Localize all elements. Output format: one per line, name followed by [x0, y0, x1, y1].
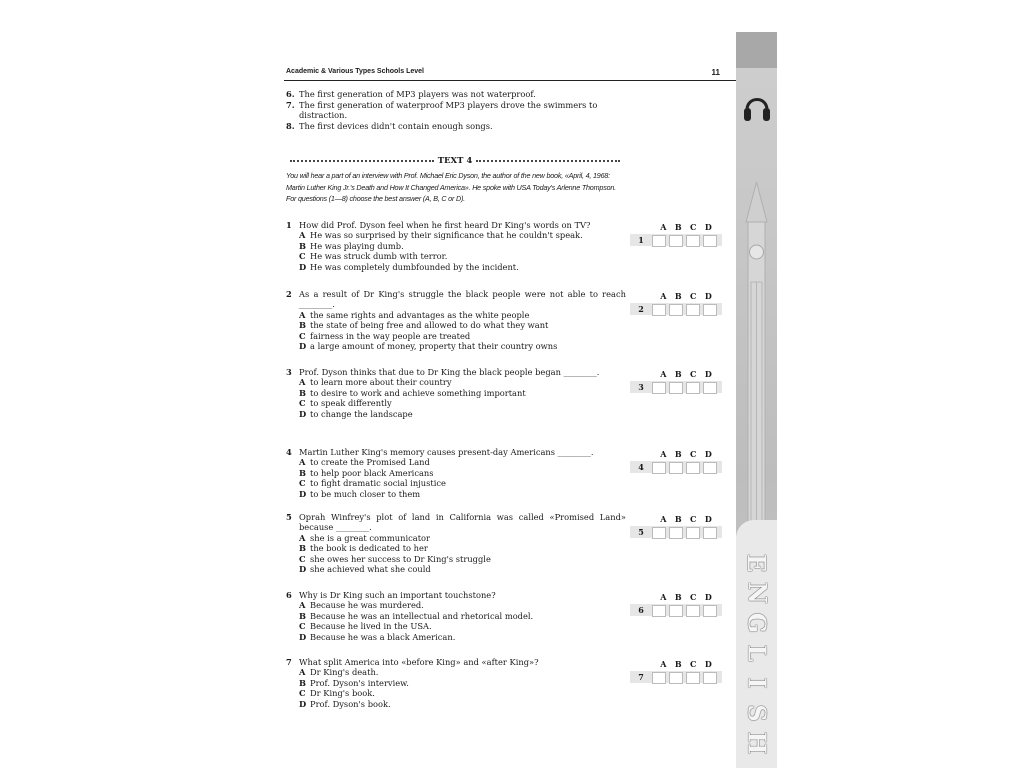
answer-checkbox[interactable] [686, 462, 700, 474]
answer-boxes [630, 526, 722, 538]
answer-option [286, 310, 626, 320]
answer-letter: C [690, 514, 697, 524]
side-tab-letter: H [742, 731, 772, 755]
answer-checkbox[interactable] [703, 382, 717, 394]
answer-letter: D [704, 222, 712, 232]
option-text: fairness in the way people are treated [310, 330, 471, 341]
answer-letter: A [660, 369, 667, 379]
answer-letter: D [704, 449, 712, 459]
answer-checkbox[interactable] [669, 304, 683, 316]
answer-checkbox[interactable] [703, 672, 717, 684]
option-letter: B [299, 320, 307, 331]
option-letter: C [299, 330, 306, 341]
option-letter: B [299, 387, 307, 398]
answer-letters [630, 369, 722, 379]
answer-letter: C [690, 659, 697, 669]
side-tab-letter: I [742, 677, 772, 689]
answer-letter: A [660, 659, 667, 669]
answer-option [286, 388, 626, 398]
option-letter: B [299, 543, 307, 554]
answer-letter: A [660, 222, 667, 232]
option-letter: A [299, 377, 306, 388]
option-text: to create the Promised Land [310, 457, 430, 468]
answer-checkbox[interactable] [686, 605, 700, 617]
answer-letter: A [660, 449, 667, 459]
option-text: Prof. Dyson's interview. [310, 677, 409, 688]
option-text: to change the landscape [310, 408, 413, 419]
question-text: Why is Dr King such an important touchstone? [299, 590, 496, 600]
option-text: Because he was an intellectual and rhetorical model. [310, 610, 534, 621]
option-letter: A [299, 457, 306, 468]
answer-boxes [630, 671, 722, 683]
answer-number: 7 [638, 672, 644, 682]
side-tab-letter: S [742, 704, 772, 722]
headphones-icon [742, 90, 772, 124]
answer-checkbox[interactable] [669, 235, 683, 247]
option-letter: C [299, 553, 306, 564]
answer-option [286, 262, 626, 272]
option-letter: C [299, 478, 306, 489]
answer-grid [630, 592, 722, 616]
answer-boxes [630, 461, 722, 473]
dotted-rule [476, 160, 620, 162]
option-letter: A [299, 667, 306, 678]
answer-checkbox[interactable] [669, 462, 683, 474]
option-text: a large amount of money, property that their country owns [310, 341, 558, 352]
option-text: the book is dedicated to her [310, 543, 428, 554]
section-divider [286, 156, 624, 166]
page-number: 11 [711, 68, 720, 77]
answer-letter: D [704, 659, 712, 669]
page-header [284, 68, 736, 81]
answer-checkbox[interactable] [703, 304, 717, 316]
option-text: to desire to work and achieve something important [310, 387, 526, 398]
answer-checkbox[interactable] [669, 527, 683, 539]
answer-option [286, 409, 626, 419]
answer-checkbox[interactable] [686, 527, 700, 539]
dotted-rule [290, 160, 434, 162]
answer-letter: B [674, 592, 682, 602]
answer-option [286, 632, 626, 642]
option-text: Prof. Dyson's book. [310, 698, 391, 709]
answer-option [286, 699, 626, 709]
answer-checkbox[interactable] [652, 235, 666, 247]
question-number: 6 [286, 590, 292, 600]
answer-checkbox[interactable] [703, 605, 717, 617]
option-text: He was struck dumb with terror. [310, 251, 448, 262]
answer-checkbox[interactable] [686, 382, 700, 394]
answer-letter: C [690, 291, 697, 301]
answer-number: 2 [638, 304, 644, 314]
question-number: 1 [286, 220, 292, 230]
answer-letters [630, 291, 722, 301]
option-text: to speak differently [310, 398, 392, 409]
option-letter: B [299, 240, 307, 251]
answer-letters [630, 659, 722, 669]
answer-option [286, 678, 626, 688]
question-5 [286, 512, 626, 574]
answer-grid [630, 369, 722, 393]
option-letter: D [299, 408, 307, 419]
side-tab-word [736, 548, 777, 758]
question-7 [286, 657, 626, 709]
option-text: she is a great communicator [310, 532, 430, 543]
answer-letters [630, 592, 722, 602]
option-letter: D [299, 488, 307, 499]
document-page [284, 0, 736, 768]
option-text: to be much closer to them [310, 488, 421, 499]
question-number: 7 [286, 657, 292, 667]
answer-grid [630, 449, 722, 473]
option-letter: D [299, 564, 307, 575]
answer-letter: B [674, 369, 682, 379]
option-text: He was so surprised by their significance that he couldn't speak. [310, 230, 583, 241]
list-item: 6. The first generation of MP3 players was not waterproof. [286, 89, 536, 99]
answer-option [286, 688, 626, 698]
option-letter: A [299, 230, 306, 241]
answer-letter: B [674, 291, 682, 301]
side-tab-letter: N [742, 582, 772, 604]
answer-option [286, 564, 626, 574]
question-number: 3 [286, 367, 292, 377]
answer-option [286, 377, 626, 387]
answer-option [286, 457, 626, 467]
option-text: Because he was murdered. [310, 600, 424, 611]
option-text: He was playing dumb. [310, 240, 404, 251]
answer-option [286, 554, 626, 564]
instructions: You will hear a part of an interview with Prof. Michael Eric Dyson, the author of the new book, «April, 4, 1968: Martin Luther King Jr.'s Death and How It Changed America». He spoke with USA Today's Arlenne Thompson. For questions (1—8) choose the best answer (A, B, C or D). [286, 171, 616, 203]
answer-checkbox[interactable] [652, 382, 666, 394]
answer-option [286, 667, 626, 677]
answer-letter: A [660, 514, 667, 524]
question-text: As a result of Dr King's struggle the black people were not able to reach ________. [299, 289, 626, 310]
option-text: Dr King's death. [310, 667, 379, 678]
option-letter: C [299, 398, 306, 409]
answer-option [286, 341, 626, 351]
answer-letter: D [704, 291, 712, 301]
question-4 [286, 447, 626, 499]
answer-letter: C [690, 222, 697, 232]
answer-boxes [630, 604, 722, 616]
question-text: Prof. Dyson thinks that due to Dr King the black people began ________. [299, 367, 600, 377]
answer-checkbox[interactable] [669, 672, 683, 684]
question-number: 2 [286, 289, 292, 299]
side-tab-letter: L [742, 644, 772, 662]
question-6 [286, 590, 626, 642]
answer-boxes [630, 303, 722, 315]
answer-checkbox[interactable] [669, 382, 683, 394]
answer-letter: D [704, 369, 712, 379]
answer-option [286, 611, 626, 621]
answer-checkbox[interactable] [703, 462, 717, 474]
answer-option [286, 251, 626, 261]
answer-letter: D [704, 592, 712, 602]
answer-option [286, 398, 626, 408]
answer-grid [630, 222, 722, 246]
question-3 [286, 367, 626, 419]
answer-number: 1 [638, 235, 644, 245]
answer-grid [630, 514, 722, 538]
level-label: Academic & Various Types Schools Level [286, 68, 424, 75]
answer-letters [630, 222, 722, 232]
answer-letters [630, 449, 722, 459]
option-letter: C [299, 621, 306, 632]
option-text: Because he lived in the USA. [310, 621, 432, 632]
side-tab-letter: G [742, 612, 772, 634]
answer-checkbox[interactable] [703, 527, 717, 539]
option-letter: A [299, 309, 306, 320]
option-text: to help poor black Americans [310, 467, 434, 478]
answer-number: 6 [638, 605, 644, 615]
answer-checkbox[interactable] [652, 605, 666, 617]
answer-checkbox[interactable] [686, 304, 700, 316]
answer-letter: C [690, 369, 697, 379]
answer-letter: D [704, 514, 712, 524]
answer-checkbox[interactable] [652, 304, 666, 316]
option-letter: C [299, 251, 306, 262]
answer-checkbox[interactable] [652, 462, 666, 474]
answer-option [286, 543, 626, 553]
list-item: 8. The first devices didn't contain enough songs. [286, 120, 493, 131]
answer-letter: A [660, 291, 667, 301]
answer-option [286, 241, 626, 251]
question-text: What split America into «before King» and «after King»? [299, 657, 539, 667]
answer-checkbox[interactable] [703, 235, 717, 247]
answer-grid [630, 291, 722, 315]
section-title: TEXT 4 [437, 156, 473, 166]
answer-letter: C [690, 592, 697, 602]
answer-option [286, 468, 626, 478]
answer-grid [630, 659, 722, 683]
answer-number: 5 [638, 527, 644, 537]
answer-option [286, 489, 626, 499]
option-letter: B [299, 610, 307, 621]
answer-option [286, 600, 626, 610]
option-text: to fight dramatic social injustice [310, 478, 446, 489]
option-letter: B [299, 467, 307, 478]
option-letter: A [299, 532, 306, 543]
answer-checkbox[interactable] [652, 672, 666, 684]
option-text: to learn more about their country [310, 377, 452, 388]
option-text: she owes her success to Dr King's struggle [310, 553, 491, 564]
answer-option [286, 478, 626, 488]
answer-letters [630, 514, 722, 524]
option-text: the state of being free and allowed to do what they want [310, 320, 549, 331]
answer-letter: B [674, 449, 682, 459]
option-text: she achieved what she could [310, 564, 431, 575]
answer-option [286, 533, 626, 543]
answer-letter: C [690, 449, 697, 459]
answer-number: 4 [638, 462, 644, 472]
question-number: 4 [286, 447, 292, 457]
question-text: Oprah Winfrey's plot of land in California was called «Promised Land» because ________. [299, 512, 626, 533]
option-letter: D [299, 631, 307, 642]
previous-items [286, 89, 626, 131]
option-letter: B [299, 677, 307, 688]
answer-checkbox[interactable] [686, 672, 700, 684]
option-text: the same rights and advantages as the white people [310, 309, 530, 320]
list-item: 7. The first generation of waterproof MP3 players drove the swimmers to distraction. [286, 99, 598, 120]
question-text: Martin Luther King's memory causes present-day Americans ________. [299, 447, 594, 457]
answer-option [286, 331, 626, 341]
option-letter: D [299, 698, 307, 709]
answer-option [286, 320, 626, 330]
answer-letter: B [674, 659, 682, 669]
answer-checkbox[interactable] [669, 605, 683, 617]
answer-option [286, 621, 626, 631]
option-letter: A [299, 600, 306, 611]
answer-boxes [630, 381, 722, 393]
answer-letter: B [674, 514, 682, 524]
option-letter: C [299, 688, 306, 699]
answer-checkbox[interactable] [652, 527, 666, 539]
option-letter: D [299, 341, 307, 352]
answer-letter: A [660, 592, 667, 602]
question-text: How did Prof. Dyson feel when he first heard Dr King's words on TV? [299, 220, 591, 230]
option-text: Dr King's book. [310, 688, 375, 699]
option-text: He was completely dumbfounded by the incident. [310, 261, 519, 272]
side-tab-letter: E [742, 553, 772, 573]
answer-letter: B [674, 222, 682, 232]
question-1 [286, 220, 626, 272]
answer-boxes [630, 234, 722, 246]
option-letter: D [299, 261, 307, 272]
answer-option [286, 230, 626, 240]
question-number: 5 [286, 512, 292, 522]
answer-number: 3 [638, 382, 644, 392]
big-ben-illustration [740, 182, 773, 562]
question-2 [286, 289, 626, 351]
answer-checkbox[interactable] [686, 235, 700, 247]
option-text: Because he was a black American. [310, 631, 456, 642]
side-tab-top [736, 32, 777, 68]
